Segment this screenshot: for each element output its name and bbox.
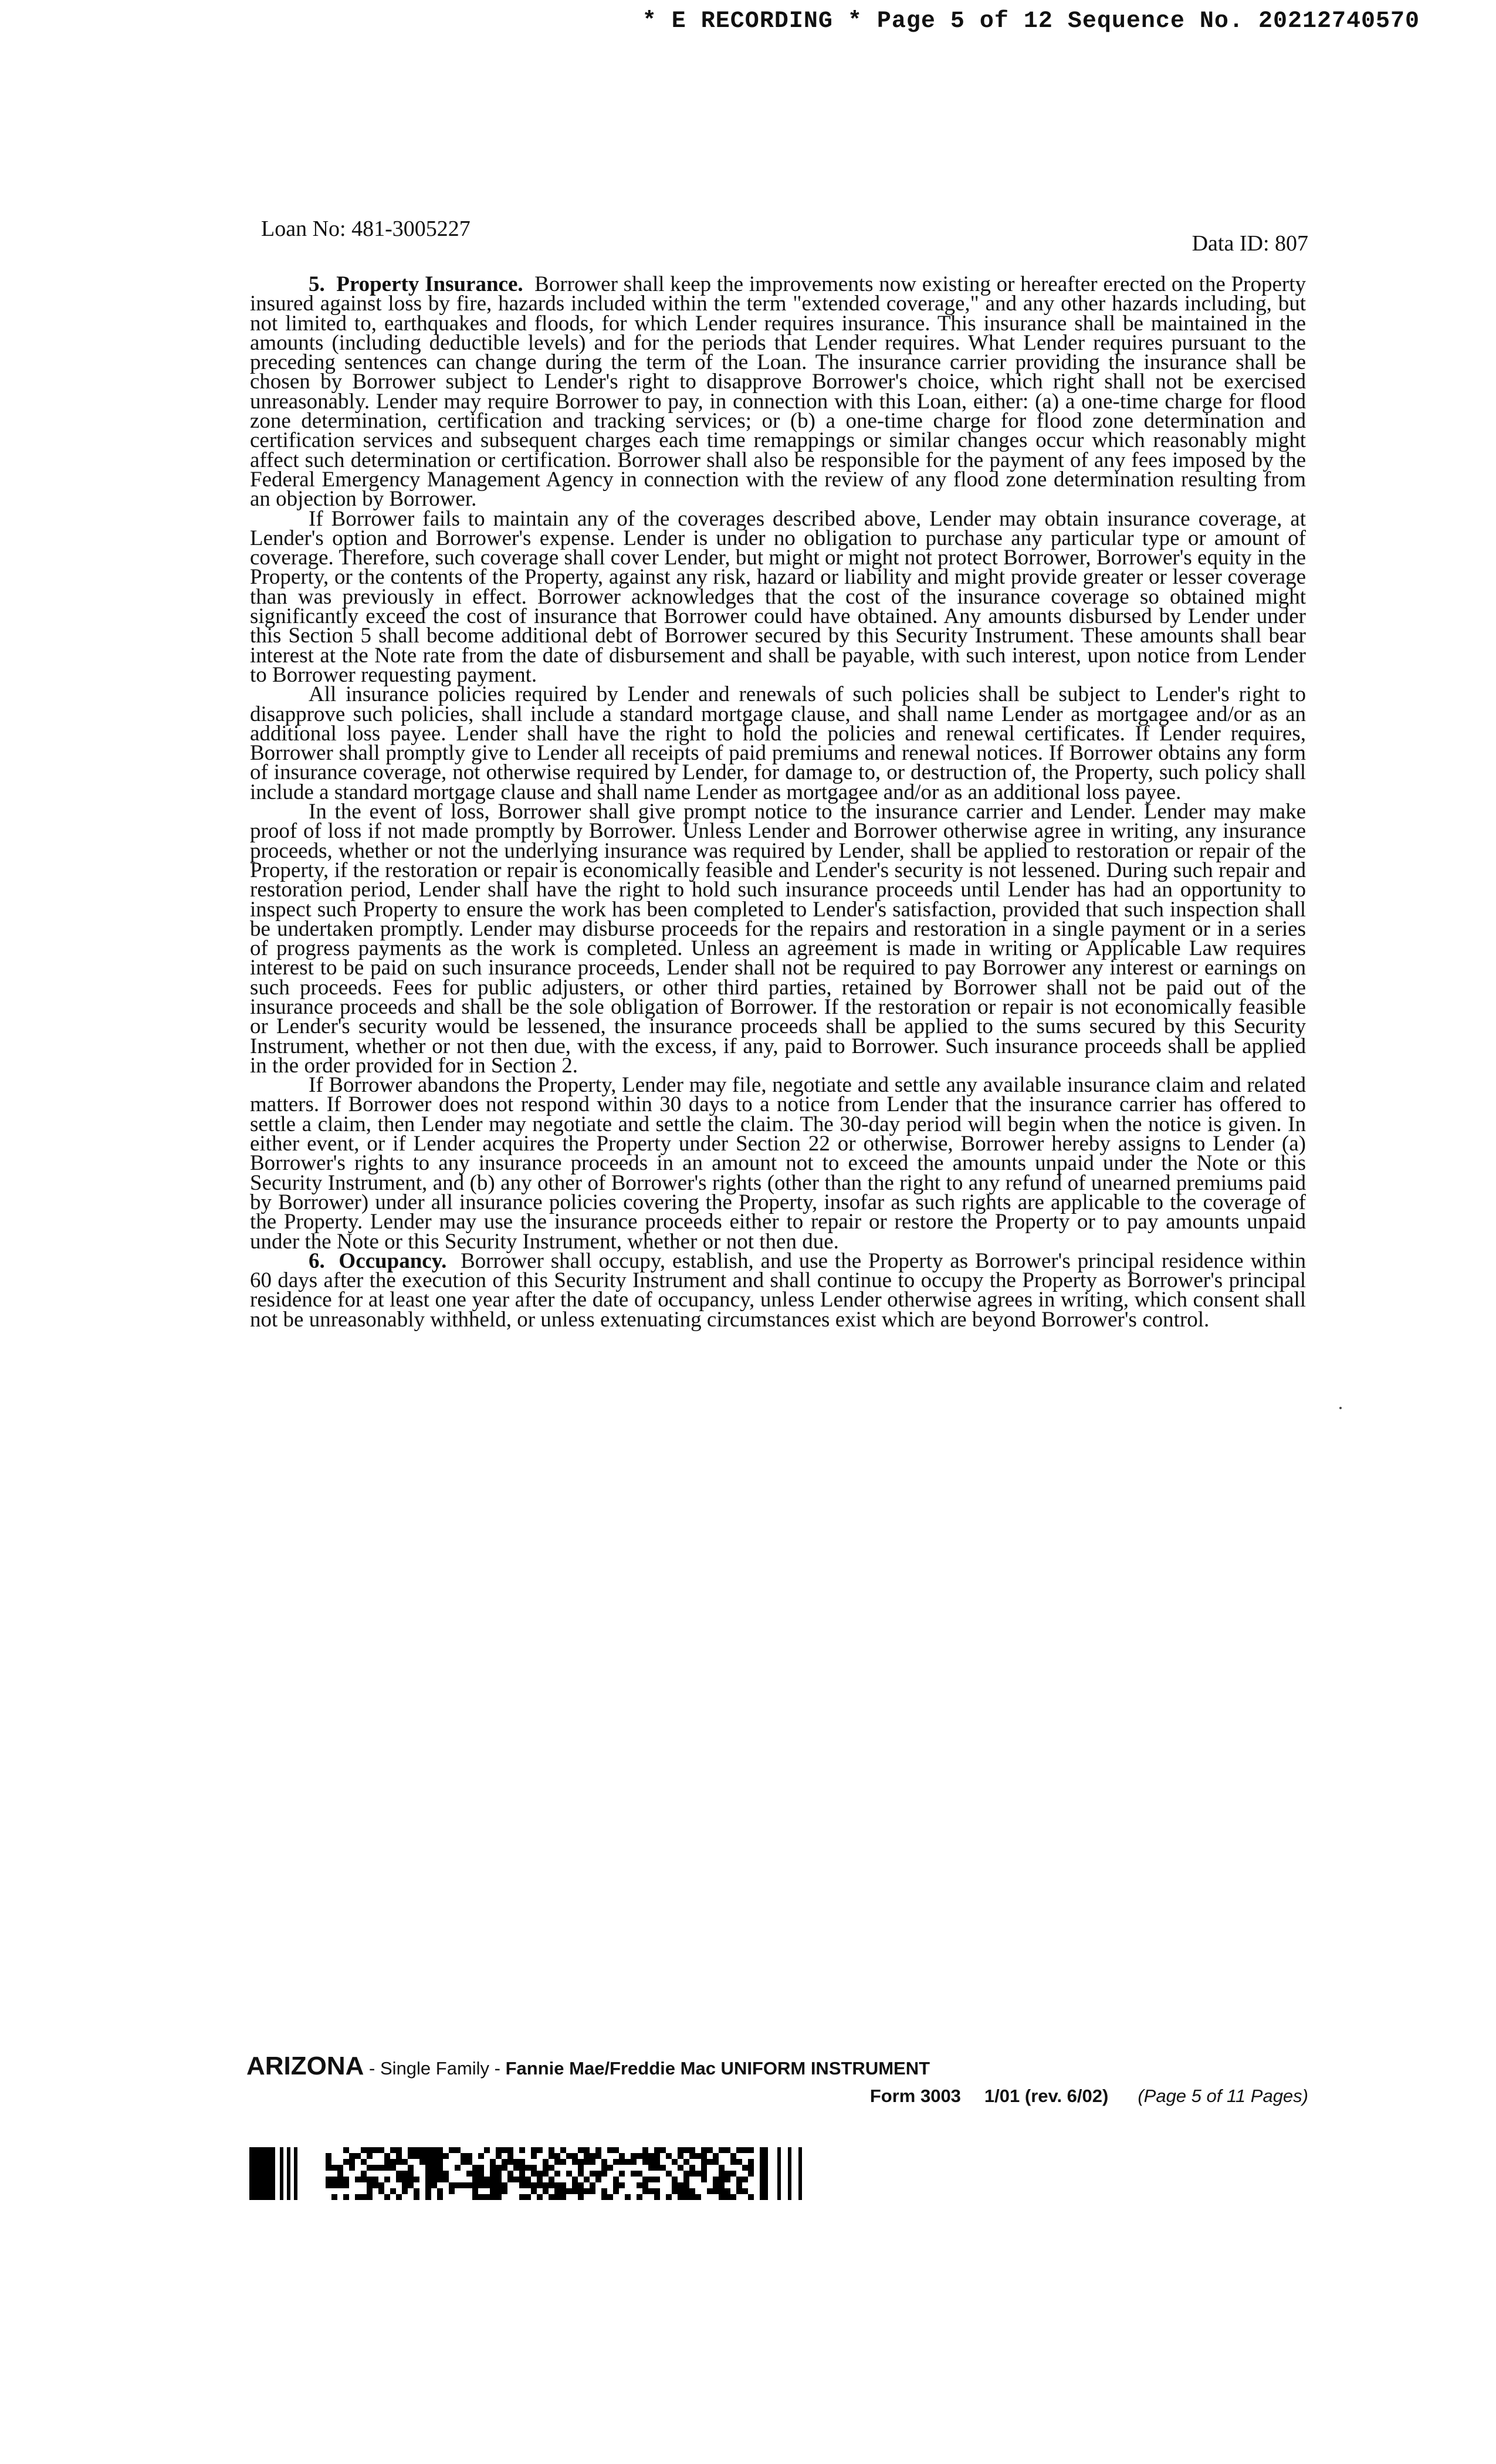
footer-instrument: Fannie Mae/Freddie Mac UNIFORM INSTRUMENT xyxy=(505,2058,930,2079)
loan-number: Loan No: 481-3005227 xyxy=(261,216,471,241)
footer-form-line xyxy=(870,2086,1308,2107)
section-5-paragraph-5: If Borrower abandons the Property, Lender may file, negotiate and settle any available insurance claim and related matters. If Borrower does not respond within 30 days to a notice from Lender that the insurance carrier has offered to settle a claim, then Lender may negotiate and settle the claim. The 30-day period will begin when the notice is given. In either event, or if Lender acquires the Property under Section 22 or otherwise, Borrower hereby assigns to Lender (a) Borrower's rights to any insurance proceeds in an amount not to exceed the amounts unpaid under the Note or this Security Instrument, and (b) any other of Borrower's rights (other than the right to any refund of unearned premiums paid by Borrower) under all insurance policies covering the Property, insofar as such rights are applicable to the coverage of the Property. Lender may use the insurance proceeds either to repair or restore the Property or to pay amounts unpaid under the Note or this Security Instrument, whether or not then due. xyxy=(250,1073,1306,1254)
footer-separator: - xyxy=(489,2058,506,2079)
footer-form-number: Form 3003 xyxy=(869,2086,961,2106)
footer-separator: - xyxy=(364,2058,380,2079)
section-5-paragraph-4: In the event of loss, Borrower shall give prompt notice to the insurance carrier and Lender. Lender may make proof of loss if not made promptly by Borrower. Unless Lender and Borrower otherwise agree in writing, any insurance proceeds, whether or not the underlying insurance was required by Lender, shall be applied to restoration or repair of the Property, if the restoration or repair is economically feasible and Lender's security is not lessened. During such repair and restoration period, Lender shall have the right to hold such insurance proceeds until Lender has had an opportunity to inspect such Property to ensure the work has been completed to Lender's satisfaction, provided that such inspection shall be undertaken promptly. Lender may disburse proceeds for the repairs and restoration in a single payment or in a series of progress payments as the work is completed. Unless an agreement is made in writing or Applicable Law requires interest to be paid on such insurance proceeds, Lender shall not be required to pay Borrower any interest or earnings on such proceeds. Fees for public adjusters, or other third parties, retained by Borrower shall not be paid out of the insurance proceeds and shall be the sole obligation of Borrower. If the restoration or repair is not economically feasible or Lender's security would be lessened, the insurance proceeds shall be applied to the sums secured by this Security Instrument, whether or not then due, with the excess, if any, paid to Borrower. Such insurance proceeds shall be applied in the order provided for in Section 2. xyxy=(250,800,1306,1078)
data-id: Data ID: 807 xyxy=(1192,231,1308,256)
section-5-text-1: Borrower shall keep the improvements now existing or hereafter erected on the Property insured against loss by fire, hazards included within the term "extended coverage," and any other hazards including, but not limited to, earthquakes and floods, for which Lender requires insurance. This insurance shall be maintained in the amounts (including deductible levels) and for the periods that Lender requires. What Lender requires pursuant to the preceding sentences can change during the term of the Loan. The insurance carrier providing the insurance shall be chosen by Borrower subject to Lender's right to disapprove Borrower's choice, which right shall not be exercised unreasonably. Lender may require Borrower to pay, in connection with this Loan, either: (a) a one-time charge for flood zone determination, certification and tracking services; or (b) a one-time charge for flood zone determination and certification services and subsequent charges each time remappings or similar changes occur which reasonably might affect such determination or certification. Borrower shall also be responsible for the payment of any fees imposed by the Federal Emergency Management Agency in connection with the review of any flood zone determination resulting from an objection by Borrower. xyxy=(250,272,1307,512)
section-6-text-1: Borrower shall occupy, establish, and use the Property as Borrower's principal residence within 60 days after the execution of this Security Instrument and shall continue to occupy the Property as Borrower's principal residence for at least one year after the date of occupancy, unless Lender otherwise agrees in writing, which consent shall not be unreasonably withheld, or unless extenuating circumstances exist which are beyond Borrower's control. xyxy=(250,1248,1306,1332)
footer-family: Single Family xyxy=(380,2058,490,2079)
scan-speck xyxy=(1339,1407,1342,1409)
section-5-title: Property Insurance. xyxy=(336,272,523,296)
section-6-number: 6. xyxy=(309,1248,325,1273)
section-6-paragraph-1 xyxy=(250,1248,1306,1332)
footer-page-of: (Page 5 of 11 Pages) xyxy=(1138,2086,1308,2106)
document-body xyxy=(250,272,1307,1332)
section-5-paragraph-3: All insurance policies required by Lender and renewals of such policies shall be subject to Lender's right to disapprove such policies, shall include a standard mortgage clause, and shall name Lender as mortgagee and/or as an additional loss payee. Lender shall have the right to hold the policies and renewal certificates. If Lender requires, Borrower shall promptly give to Lender all receipts of paid premiums and renewal notices. If Borrower obtains any form of insurance coverage, not otherwise required by Lender, for damage to, or destruction of, the Property, such policy shall include a standard mortgage clause and shall name Lender as mortgagee and/or as an additional loss payee. xyxy=(250,682,1306,804)
section-6-title: Occupancy. xyxy=(339,1248,447,1273)
footer-state: ARIZONA xyxy=(246,2052,364,2080)
barcode-image xyxy=(249,2147,824,2200)
section-5-paragraph-1 xyxy=(250,272,1307,512)
recording-header: * E RECORDING * Page 5 of 12 Sequence No. 20212740570 xyxy=(642,8,1420,35)
section-5-paragraph-2: If Borrower fails to maintain any of the coverages described above, Lender may obtain insurance coverage, at Lender's option and Borrower's expense. Lender is under no obligation to purchase any particular type or amount of coverage. Therefore, such coverage shall cover Lender, but might or might not protect Borrower, Borrower's equity in the Property, or the contents of the Property, against any risk, hazard or liability and might provide greater or lesser coverage than was previously in effect. Borrower acknowledges that the cost of the insurance coverage so obtained might significantly exceed the cost of insurance that Borrower could have obtained. Any amounts disbursed by Lender under this Section 5 shall become additional debt of Borrower secured by this Security Instrument. These amounts shall bear interest at the Note rate from the date of disbursement and shall be payable, with such interest, upon notice from Lender to Borrower requesting payment. xyxy=(250,506,1306,687)
section-5-number: 5. xyxy=(309,272,325,296)
footer-instrument-title xyxy=(246,2052,930,2081)
footer-form-revision: 1/01 (rev. 6/02) xyxy=(984,2086,1109,2106)
